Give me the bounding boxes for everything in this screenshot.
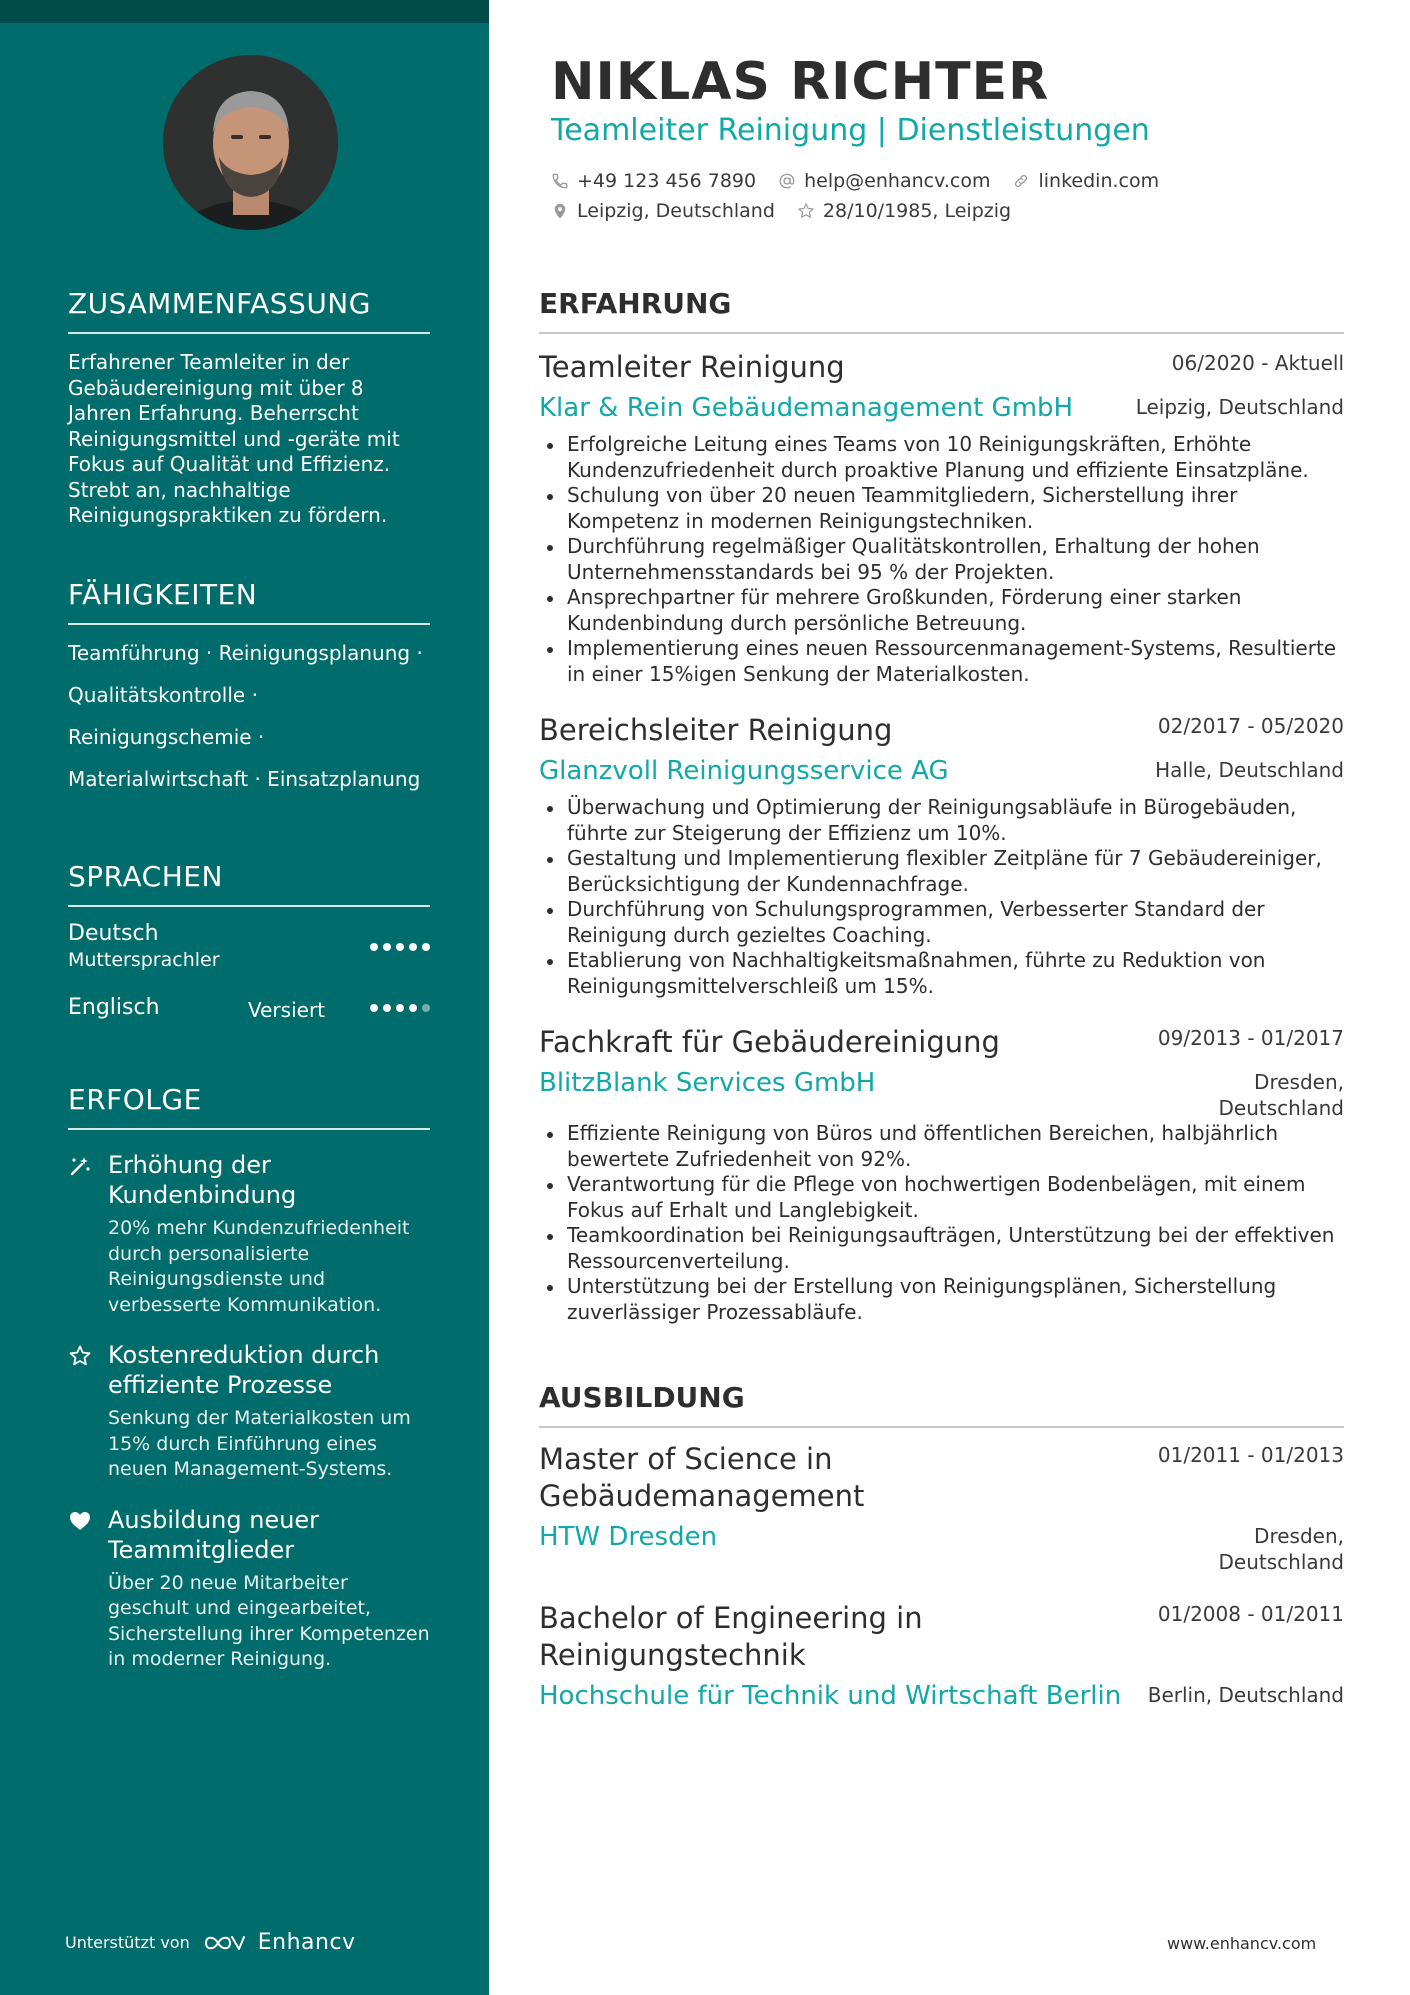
contact-phone bbox=[551, 170, 756, 192]
education-location: Berlin, Deutschland bbox=[1147, 1683, 1344, 1707]
education-date: 01/2011 - 01/2013 bbox=[1157, 1443, 1344, 1467]
heart-icon bbox=[68, 1509, 92, 1533]
contact-birth bbox=[797, 200, 1011, 222]
languages-title: SPRACHEN bbox=[68, 860, 430, 907]
job-location bbox=[1219, 1069, 1345, 1121]
rating-dot bbox=[422, 1004, 430, 1012]
school-name: HTW Dresden bbox=[539, 1522, 718, 1552]
rating-dot bbox=[383, 943, 391, 951]
sidebar-top-bar bbox=[0, 0, 489, 23]
star-icon bbox=[68, 1344, 92, 1368]
achievement-item bbox=[68, 1340, 430, 1483]
star-outline-icon bbox=[797, 202, 815, 220]
rating-dot bbox=[409, 1004, 417, 1012]
languages-section bbox=[68, 860, 430, 1055]
contact-linkedin[interactable] bbox=[1012, 170, 1159, 192]
experience-entry bbox=[539, 349, 1344, 687]
job-location: Leipzig, Deutschland bbox=[1135, 395, 1344, 419]
language-name: Englisch bbox=[68, 995, 160, 1020]
location-text: Leipzig, Deutschland bbox=[577, 200, 775, 222]
phone-icon bbox=[551, 172, 569, 190]
company-name: Glanzvoll Reinigungsservice AG bbox=[539, 756, 949, 786]
rating-dot bbox=[422, 943, 430, 951]
job-location-line: Deutschland bbox=[1218, 1096, 1344, 1120]
experience-title: ERFAHRUNG bbox=[539, 287, 1344, 334]
education-entry bbox=[539, 1441, 1344, 1574]
rating-dot bbox=[396, 943, 404, 951]
experience-entry bbox=[539, 1024, 1344, 1325]
job-location-line: Dresden, bbox=[1254, 1070, 1344, 1094]
birth-text: 28/10/1985, Leipzig bbox=[822, 200, 1012, 222]
bullet-item: Schulung von über 20 neuen Teammitgliedern, Sicherstellung ihrer Kompetenz in modernen Reinigungstechniken. bbox=[539, 483, 1344, 534]
experience-entry bbox=[539, 712, 1344, 999]
footer-url[interactable]: www.enhancv.com bbox=[1167, 1934, 1317, 1953]
rating-dot bbox=[383, 1004, 391, 1012]
contact-email[interactable] bbox=[778, 170, 990, 192]
bullet-item: Verantwortung für die Pflege von hochwertigen Bodenbelägen, mit einem Fokus auf Erhalt und Langlebigkeit. bbox=[539, 1172, 1344, 1223]
degree-title-line: Gebäudemanagement bbox=[539, 1479, 865, 1513]
bullet-item: Teamkoordination bei Reinigungsaufträgen, Unterstützung bei der effektiven Ressourcenverteilung. bbox=[539, 1223, 1344, 1274]
skills-line: Teamführung · Reinigungsplanung · bbox=[68, 641, 423, 665]
language-item bbox=[68, 995, 430, 1055]
job-bullets bbox=[539, 432, 1344, 687]
bullet-item: Erfolgreiche Leitung eines Teams von 10 Reinigungskräften, Erhöhte Kundenzufriedenheit durch proaktive Planung und effiziente Einsatzpläne. bbox=[539, 432, 1344, 483]
bullet-item: Ansprechpartner für mehrere Großkunden, Förderung einer starken Kundenbindung durch persönliche Betreuung. bbox=[539, 585, 1344, 636]
education-location-line: Dresden, bbox=[1254, 1524, 1344, 1548]
contact-row bbox=[551, 170, 1159, 192]
education-title: AUSBILDUNG bbox=[539, 1381, 1344, 1428]
degree-title-line: Reinigungstechnik bbox=[539, 1638, 806, 1672]
education-location-line: Deutschland bbox=[1218, 1550, 1344, 1574]
bullet-item: Implementierung eines neuen Ressourcenmanagement-Systems, Resultierte in einer 15%igen Senkung der Materialkosten. bbox=[539, 636, 1344, 687]
brand-name: Enhancv bbox=[257, 1930, 356, 1955]
bullet-item: Durchführung von Schulungsprogrammen, Verbesserter Standard der Reinigung durch gezieltes Coaching. bbox=[539, 897, 1344, 948]
bullet-item: Durchführung regelmäßiger Qualitätskontrollen, Erhaltung der hohen Unternehmensstandards bei 95 % der Projekten. bbox=[539, 534, 1344, 585]
location-pin-icon bbox=[551, 202, 569, 220]
job-title: Bereichsleiter Reinigung bbox=[539, 713, 893, 747]
skills-title: FÄHIGKEITEN bbox=[68, 578, 430, 625]
achievement-desc: 20% mehr Kundenzufriedenheit durch personalisierte Reinigungsdienste und verbesserte Kommunikation. bbox=[108, 1217, 410, 1316]
achievement-title: Kostenreduktion durch effiziente Prozesse bbox=[108, 1341, 380, 1399]
job-title: Teamleiter Reinigung bbox=[539, 350, 845, 384]
language-rating bbox=[370, 1004, 430, 1012]
sidebar bbox=[0, 0, 489, 1995]
bullet-item: Gestaltung und Implementierung flexibler Zeitpläne für 7 Gebäudereiniger, Berücksichtigung der Kundennachfrage. bbox=[539, 846, 1344, 897]
rating-dot bbox=[396, 1004, 404, 1012]
achievement-item bbox=[68, 1505, 430, 1673]
education-date: 01/2008 - 01/2011 bbox=[1157, 1602, 1344, 1626]
summary-text: Erfahrener Teamleiter in der Gebäudereinigung mit über 8 Jahren Erfahrung. Beherrscht Reinigungsmittel und -geräte mit Fokus auf Qualität und Effizienz. Strebt an, nachhaltige Reinigungspraktiken zu fördern. bbox=[68, 350, 400, 527]
job-title: Fachkraft für Gebäudereinigung bbox=[539, 1025, 1000, 1059]
at-icon bbox=[778, 172, 796, 190]
bullet-item: Unterstützung bei der Erstellung von Reinigungsplänen, Sicherstellung zuverlässiger Prozessabläufe. bbox=[539, 1274, 1344, 1325]
job-date: 02/2017 - 05/2020 bbox=[1157, 714, 1344, 738]
achievement-title: Erhöhung der Kundenbindung bbox=[108, 1151, 297, 1209]
achievements-section bbox=[68, 1083, 430, 1673]
linkedin-text: linkedin.com bbox=[1038, 170, 1160, 192]
achievement-desc: Über 20 neue Mitarbeiter geschult und eingearbeitet, Sicherstellung ihrer Kompetenzen in moderner Reinigung. bbox=[108, 1571, 430, 1670]
skills-line: Qualitätskontrolle · bbox=[68, 683, 258, 707]
company-name: Klar & Rein Gebäudemanagement GmbH bbox=[539, 393, 1074, 423]
achievement-desc: Senkung der Materialkosten um 15% durch Einführung eines neuen Management-Systems. bbox=[108, 1407, 411, 1480]
language-rating bbox=[370, 943, 430, 951]
language-level: Muttersprachler bbox=[68, 949, 220, 971]
skills-line: Reinigungschemie · bbox=[68, 725, 265, 749]
skills-line: Materialwirtschaft · Einsatzplanung bbox=[68, 767, 421, 791]
summary-title: ZUSAMMENFASSUNG bbox=[68, 287, 430, 334]
bullet-item: Überwachung und Optimierung der Reinigungsabläufe in Bürogebäuden, führte zur Steigerung der Effizienz um 10%. bbox=[539, 795, 1344, 846]
candidate-role: Teamleiter Reinigung | Dienstleistungen bbox=[551, 113, 1150, 148]
achievements-title: ERFOLGE bbox=[68, 1083, 430, 1130]
job-bullets bbox=[539, 1121, 1344, 1325]
job-date: 09/2013 - 01/2017 bbox=[1157, 1026, 1344, 1050]
skills-section bbox=[68, 578, 430, 791]
candidate-name: NIKLAS RICHTER bbox=[551, 52, 1050, 112]
contact-location bbox=[551, 200, 775, 222]
powered-by-label: Unterstützt von bbox=[65, 1933, 190, 1952]
rating-dot bbox=[370, 943, 378, 951]
language-item bbox=[68, 921, 430, 981]
rating-dot bbox=[370, 1004, 378, 1012]
enhancv-logo-icon bbox=[202, 1932, 246, 1954]
phone-text: +49 123 456 7890 bbox=[577, 170, 757, 192]
language-name: Deutsch bbox=[68, 921, 159, 946]
job-bullets bbox=[539, 795, 1344, 999]
link-icon bbox=[1012, 172, 1030, 190]
avatar bbox=[163, 55, 338, 230]
school-name: Hochschule für Technik und Wirtschaft Berlin bbox=[539, 1681, 1122, 1711]
achievement-title: Ausbildung neuer Teammitglieder bbox=[108, 1505, 320, 1564]
education-entry bbox=[539, 1600, 1344, 1712]
degree-title-line: Master of Science in bbox=[539, 1442, 833, 1476]
achievement-item bbox=[68, 1150, 430, 1318]
contact-row bbox=[551, 200, 1011, 222]
language-level: Versiert bbox=[248, 998, 326, 1022]
summary-section bbox=[68, 287, 430, 529]
email-text: help@enhancv.com bbox=[804, 170, 991, 192]
education-location bbox=[1219, 1523, 1345, 1575]
degree-title-line: Bachelor of Engineering in bbox=[539, 1601, 923, 1635]
rating-dot bbox=[409, 943, 417, 951]
powered-by bbox=[65, 1930, 356, 1955]
bullet-item: Effiziente Reinigung von Büros und öffentlichen Bereichen, halbjährlich bewertete Zufriedenheit von 92%. bbox=[539, 1121, 1344, 1172]
job-date: 06/2020 - Aktuell bbox=[1171, 351, 1344, 375]
job-location: Halle, Deutschland bbox=[1155, 758, 1344, 782]
bullet-item: Etablierung von Nachhaltigkeitsmaßnahmen, führte zu Reduktion von Reinigungsmittelverschleiß um 15%. bbox=[539, 948, 1344, 999]
company-name: BlitzBlank Services GmbH bbox=[539, 1068, 876, 1098]
magic-wand-icon bbox=[68, 1154, 92, 1178]
